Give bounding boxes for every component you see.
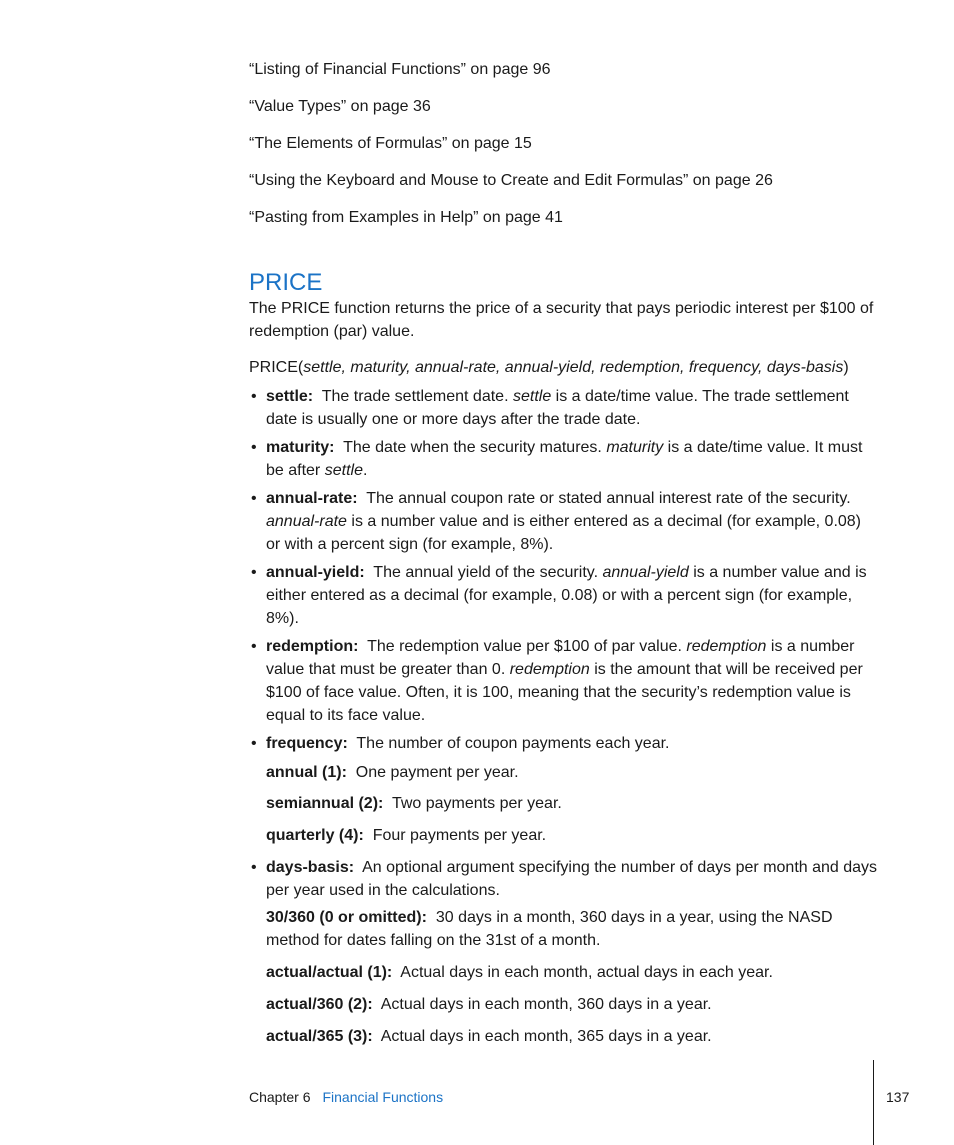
argument-text: The number of coupon payments each year. [356,735,670,752]
option-text: Actual days in each month, 365 days in a year. [380,1028,712,1045]
argument-term: annual-yield: [266,564,365,581]
cross-ref-link[interactable]: “Listing of Financial Functions” on page 96 [249,61,551,78]
section-intro: The PRICE function returns the price of a security that pays periodic interest per $100 of redemption (par) value. [249,300,874,340]
option-text: Actual days in each month, 360 days in a year. [380,996,712,1013]
argument-text: is a date/time value. It must be after [266,439,863,479]
argument-ref: settle [512,388,552,405]
option-text: One payment per year. [355,764,519,781]
argument-text: The annual coupon rate or stated annual interest rate of the security. [366,490,851,507]
bullet-icon: • [251,638,257,655]
function-syntax [249,356,879,379]
argument-maturity [249,436,879,482]
argument-text: is a number value and is either entered as a decimal (for example, 0.08) or with a percent sign (for example, 8%). [266,564,867,627]
argument-list [249,385,879,1048]
days-basis-option [249,961,879,984]
option-text: Four payments per year. [372,827,547,844]
argument-text: The date when the security matures. [343,439,602,456]
argument-term: frequency: [266,735,348,752]
bullet-icon: • [251,735,257,752]
syntax-function-name: PRICE [249,359,298,376]
argument-text: The trade settlement date. [321,388,509,405]
argument-annual-rate [249,487,879,556]
frequency-option [249,824,879,847]
option-term: 30/360 (0 or omitted): [266,909,427,926]
argument-text: is a number value that must be greater than 0. [266,638,855,678]
cross-ref-link[interactable]: “The Elements of Formulas” on page 15 [249,135,532,152]
syntax-paren-open: ( [297,359,304,376]
bullet-icon: • [251,388,257,405]
argument-days-basis [249,856,879,902]
argument-settle [249,385,879,431]
argument-ref: maturity [606,439,664,456]
syntax-arguments: settle, maturity, annual-rate, annual-yield, redemption, frequency, days-basis [303,359,844,376]
argument-text: is a date/time value. The trade settlement date is usually one or more days after the trade date. [266,388,849,428]
chapter-label: Chapter 6 [249,1089,311,1105]
argument-text: The redemption value per $100 of par value. [367,638,682,655]
footer-divider [873,1060,874,1145]
option-term: actual/365 (3): [266,1028,373,1045]
frequency-option [249,761,879,784]
argument-frequency [249,732,879,755]
page-number: 137 [886,1089,910,1105]
cross-ref-link[interactable]: “Using the Keyboard and Mouse to Create and Edit Formulas” on page 26 [249,172,773,189]
option-text: Actual days in each month, actual days in each year. [400,964,773,981]
option-term: quarterly (4): [266,827,364,844]
page-footer [249,1087,443,1107]
days-basis-option [249,993,879,1016]
argument-term: annual-rate: [266,490,358,507]
argument-text: An optional argument specifying the number of days per month and days per year used in the calculations. [266,859,878,899]
argument-ref: annual-rate [266,513,347,530]
cross-ref-link[interactable]: “Value Types” on page 36 [249,98,431,115]
argument-ref: annual-yield [602,564,689,581]
bullet-icon: • [251,859,257,876]
days-basis-option [249,906,879,952]
option-term: annual (1): [266,764,347,781]
bullet-icon: • [251,564,257,581]
syntax-paren-close: ) [843,359,849,376]
argument-text: is a number value and is either entered as a decimal (for example, 0.08) or with a percent sign (for example, 8%). [266,513,862,553]
argument-text: is the amount that will be received per $100 of face value. Often, it is 100, meaning that the security’s redemption value is equal to its face value. [266,661,863,724]
option-text: Two payments per year. [391,795,562,812]
argument-ref: redemption [509,661,590,678]
option-term: actual/360 (2): [266,996,373,1013]
argument-term: maturity: [266,439,335,456]
chapter-title-link[interactable]: Financial Functions [322,1089,444,1105]
argument-term: settle: [266,388,314,405]
argument-ref: redemption [686,638,767,655]
argument-term: redemption: [266,638,359,655]
argument-redemption [249,635,879,727]
argument-annual-yield [249,561,879,630]
argument-text: The annual yield of the security. [373,564,599,581]
frequency-option [249,792,879,815]
option-term: actual/actual (1): [266,964,393,981]
bullet-icon: • [251,490,257,507]
option-text: 30 days in a month, 360 days in a year, using the NASD method for dates falling on the 31st of a month. [266,909,833,949]
bullet-icon: • [251,439,257,456]
days-basis-option [249,1025,879,1048]
section-title: PRICE [249,269,323,296]
argument-text: . [362,462,368,479]
argument-term: days-basis: [266,859,355,876]
argument-ref: settle [324,462,363,479]
option-term: semiannual (2): [266,795,384,812]
cross-ref-link[interactable]: “Pasting from Examples in Help” on page 41 [249,209,563,226]
